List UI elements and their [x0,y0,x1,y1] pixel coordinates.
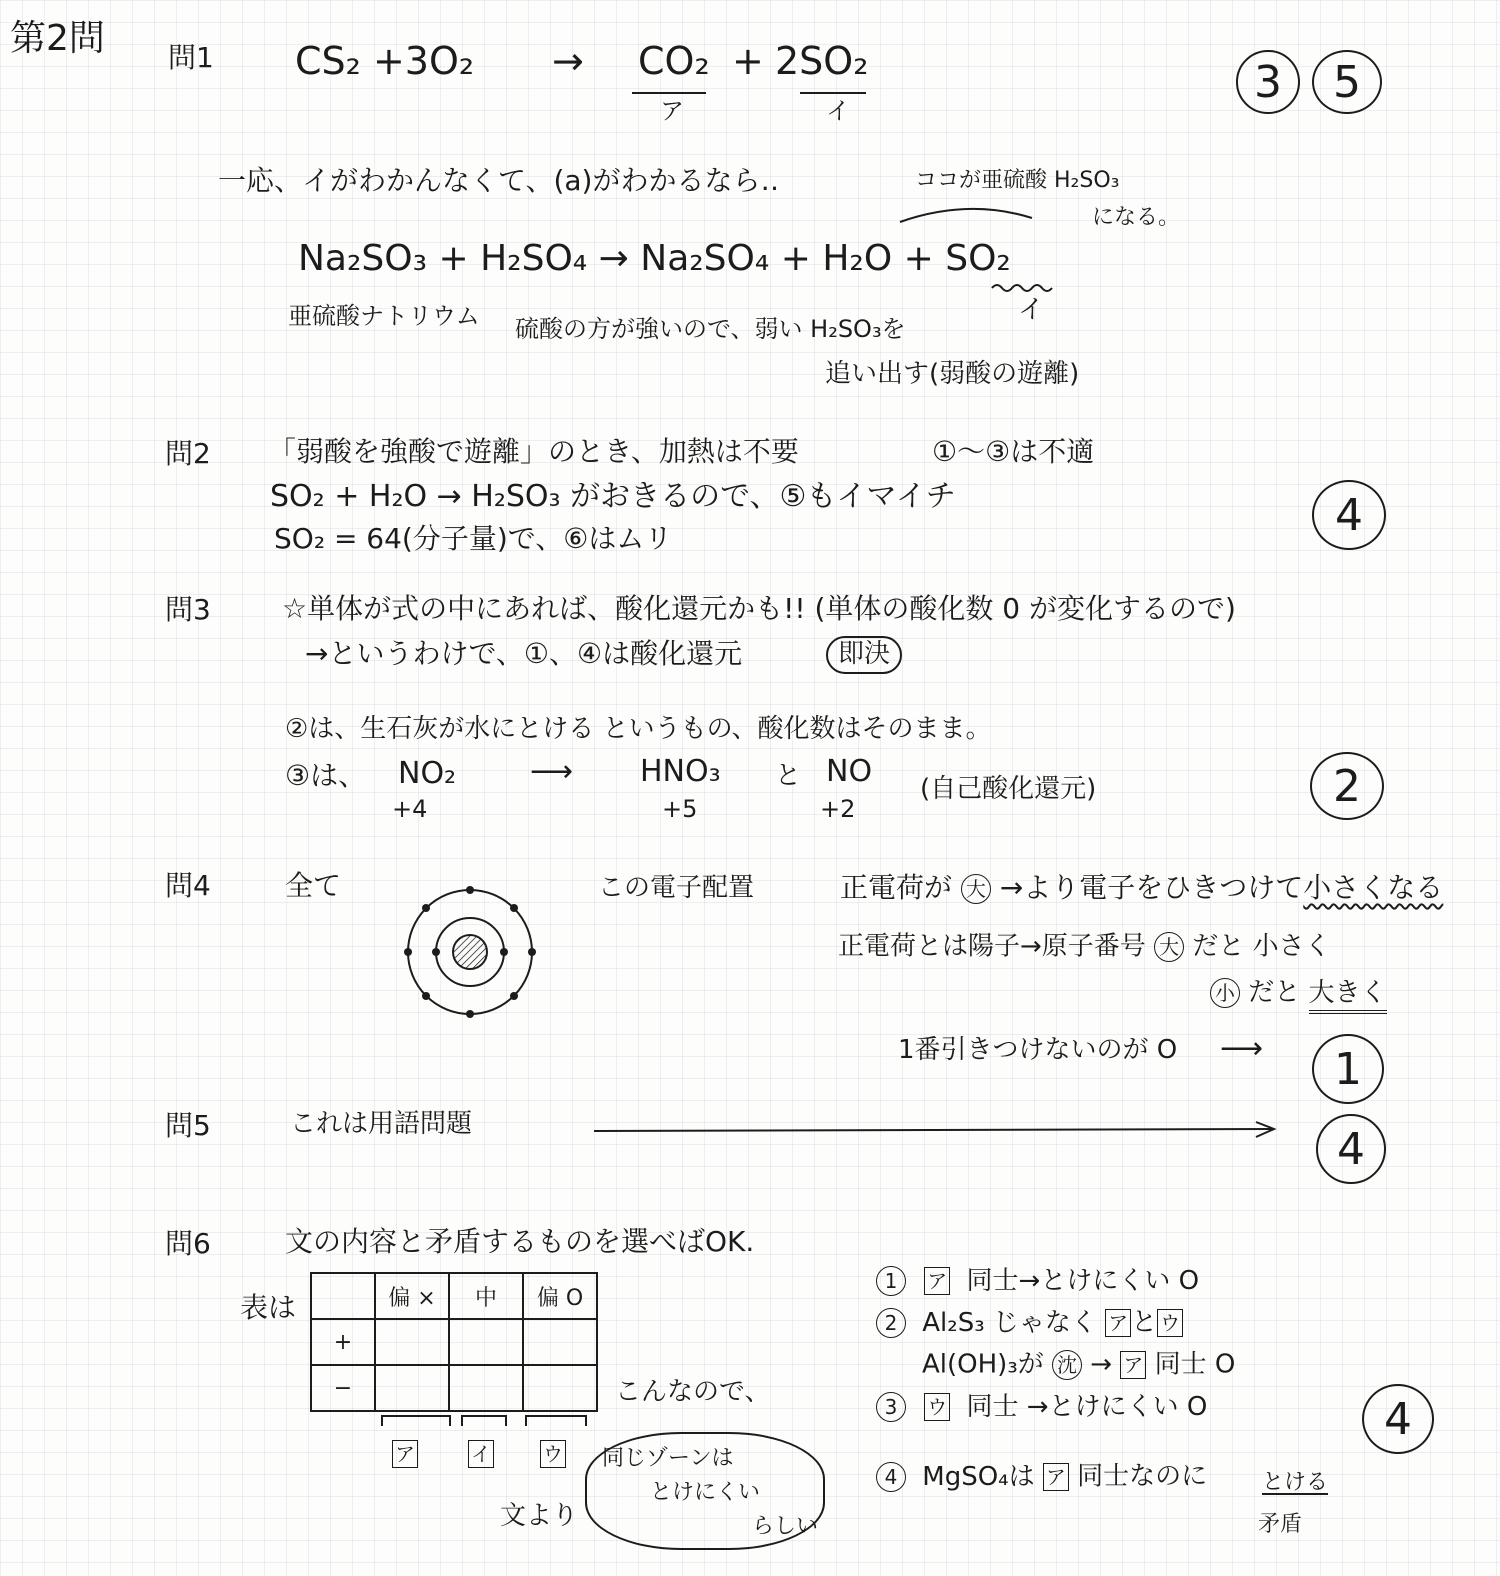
q6-from-text: 文より [500,1501,579,1531]
q5-text: これは用語問題 [290,1109,473,1139]
bubble-line-1: 同じゾーンは [602,1446,734,1471]
q4-badge-dai-2: 大 [1154,932,1184,962]
q3-ox-b: +5 [662,795,698,823]
q3-line4-note: (自己酸化還元) [920,774,1097,804]
q4-line1-c: 小さくなる [1303,871,1444,904]
q3-badge-sokketsu: 即決 [826,636,902,674]
q4-line1-a: 正電荷が [840,871,953,904]
q4-line3-c: 大きく [1309,978,1387,1014]
q3-line1: ☆単体が式の中にあれば、酸化還元かも!! (単体の酸化数 0 が変化するので) [282,592,1236,625]
q6-mujun: 矛盾 [1258,1512,1303,1537]
q3-hno3: HNO₃ [640,754,721,789]
choice-4-text-b: 同士なのに [1077,1461,1208,1492]
table-cell [449,1319,523,1365]
zone-label-u: ウ [540,1440,566,1468]
choice-4-text-a: MgSO₄は [922,1461,1035,1492]
q3-arrow: ⟶ [530,754,574,789]
zone-box: ア [1043,1463,1069,1491]
table-cell [375,1319,449,1365]
q4-line1 [840,872,1443,904]
q6-tokeru: とける [1262,1470,1329,1495]
q2-label: 問2 [165,437,211,470]
bubble-line-2: とけにくい [650,1480,761,1505]
q3-label: 問3 [165,593,211,626]
q3-answer-circle: 2 [1310,752,1384,820]
q3-line4-prefix: ③は、 [285,759,367,792]
q1-answer-circle-1: 3 [1236,50,1300,114]
choice-3-text: 同士 →とけにくい O [966,1391,1208,1422]
q5-label: 問5 [165,1109,211,1142]
table-cell [375,1365,449,1411]
choice-2-line2-b: → [1090,1349,1113,1380]
q1-product-a: CO₂ [638,39,710,83]
q4-badge-sho: 小 [1210,978,1240,1008]
q4-line2-a: 正電荷とは陽子→原子番号 [838,931,1146,962]
table-cell [523,1319,597,1365]
q6-choice-4 [876,1462,1207,1492]
q2-line2: SO₂ + H₂O → H₂SO₃ がおきるので、⑤もイマイチ [270,479,956,514]
zone-box: ウ [924,1393,950,1421]
q4-line4-arrow: ⟶ [1220,1031,1264,1066]
q6-answer-circle: 4 [1362,1384,1434,1454]
choice-number-4: 4 [876,1462,906,1492]
q1-sub-a: ア [660,97,684,125]
table-row [311,1273,597,1319]
section-title: 第2問 [10,18,105,59]
q3-no2: NO₂ [398,756,457,791]
q6-choice-3 [876,1392,1207,1422]
zone-label-i: イ [468,1440,494,1468]
q5-answer-circle: 4 [1316,1114,1386,1184]
q5-long-arrow [592,1120,1282,1140]
q1-product-b: 2SO₂ [775,39,869,83]
choice-number-3: 3 [876,1392,906,1422]
q6-after-table: こんなので、 [615,1377,771,1407]
q4-label: 問4 [165,869,211,902]
q1-reagent-name: 亜硫酸ナトリウム [288,302,480,330]
table-cell: 偏 O [523,1273,597,1319]
q4-line2 [838,932,1331,962]
q6-table-lead: 表は [240,1291,297,1324]
q4-line3 [1210,978,1387,1008]
q1-reaction: Na₂SO₃ + H₂SO₄ → Na₂SO₄ + H₂O + SO₂ [298,238,1011,279]
choice-2-line2-c: 同士 O [1154,1349,1236,1380]
q1-label: 問1 [168,41,214,74]
q4-config-label: この電子配置 [598,873,755,903]
q4-line4: 1番引きつけないのが O [898,1035,1178,1065]
q4-badge-dai-1: 大 [961,874,991,904]
q1-reaction-sub: イ [1018,295,1045,325]
q1-sub-b: イ [826,97,850,125]
table-cell [311,1273,375,1319]
q3-line2: →というわけで、①、④は酸化還元 [305,637,743,670]
q3-ox-a: +4 [392,795,428,823]
blank-line-a [632,92,706,94]
q1-answer-circle-2: 5 [1312,50,1382,114]
q6-head: 文の内容と矛盾するものを選べばOK. [285,1225,755,1258]
q2-line3: SO₂ = 64(分子量)で、⑥はムリ [274,522,673,555]
table-row [311,1319,597,1365]
q4-head: 全て [285,869,342,902]
q1-note-top-2: になる。 [1092,205,1181,230]
zone-label-a: ア [392,1440,418,1468]
q6-label: 問6 [165,1227,211,1260]
q6-choice-1 [876,1266,1199,1296]
table-cell: 中 [449,1273,523,1319]
choice-2-line2-a: Al(OH)₃が [922,1349,1044,1380]
q1-equation-lhs: CS₂ +3O₂ [295,39,475,83]
q4-answer-circle: 1 [1312,1034,1384,1104]
table-cell: + [311,1319,375,1365]
q4-line1-b: →より電子をひきつけて [999,871,1304,904]
zone-brackets [380,1410,590,1430]
q1-note-arc [898,202,1038,226]
q1-plus: + [732,39,764,83]
zone-box: ア [1105,1309,1131,1337]
q4-line3-b: だと [1248,977,1301,1008]
q1-arrow: → [552,39,584,83]
q4-line2-b: だと 小さく [1192,931,1331,962]
zone-box: ア [924,1267,950,1295]
table-cell: − [311,1365,375,1411]
q3-and: と [775,761,802,791]
q1-note-bottom-2: 追い出す(弱酸の遊離) [825,359,1080,389]
q2-answer-circle: 4 [1312,480,1386,550]
q1-note-top-1: ココが亜硫酸 H₂SO₃ [915,168,1120,193]
choice-number-2: 2 [876,1308,906,1338]
polarity-table [310,1272,598,1412]
zone-box: ア [1120,1351,1146,1379]
blank-line-b [800,92,866,94]
choice-2-and: と [1131,1307,1158,1338]
electron-configuration-diagram [398,880,543,1025]
table-cell: 偏 × [375,1273,449,1319]
q1-note-intro: 一応、イがわかんなくて、(a)がわかるなら‥ [218,164,780,197]
q1-wavy-mark [990,282,1054,294]
badge-chin: 沈 [1052,1350,1082,1380]
q2-line1: 「弱酸を強酸で遊離」のとき、加熱は不要 [268,435,799,468]
choice-1-text: 同士→とけにくい O [966,1265,1200,1296]
table-row [311,1365,597,1411]
zone-box: ウ [1157,1309,1183,1337]
q1-note-bottom-1: 硫酸の方が強いので、弱い H₂SO₃を [515,315,906,343]
table-cell [523,1365,597,1411]
table-cell [449,1365,523,1411]
q3-line3: ②は、生石灰が水にとける というもの、酸化数はそのまま。 [285,714,992,744]
q6-choice-2-line2 [922,1350,1235,1380]
q2-line1-choice: ①〜③は不適 [932,435,1095,468]
q3-no: NO [826,754,873,789]
choice-number-1: 1 [876,1266,906,1296]
q6-choice-2 [876,1308,1183,1338]
choice-2-text-a: Al₂S₃ じゃなく [922,1307,1097,1338]
q3-ox-c: +2 [820,795,856,823]
bubble-line-3: らしい [752,1514,819,1539]
